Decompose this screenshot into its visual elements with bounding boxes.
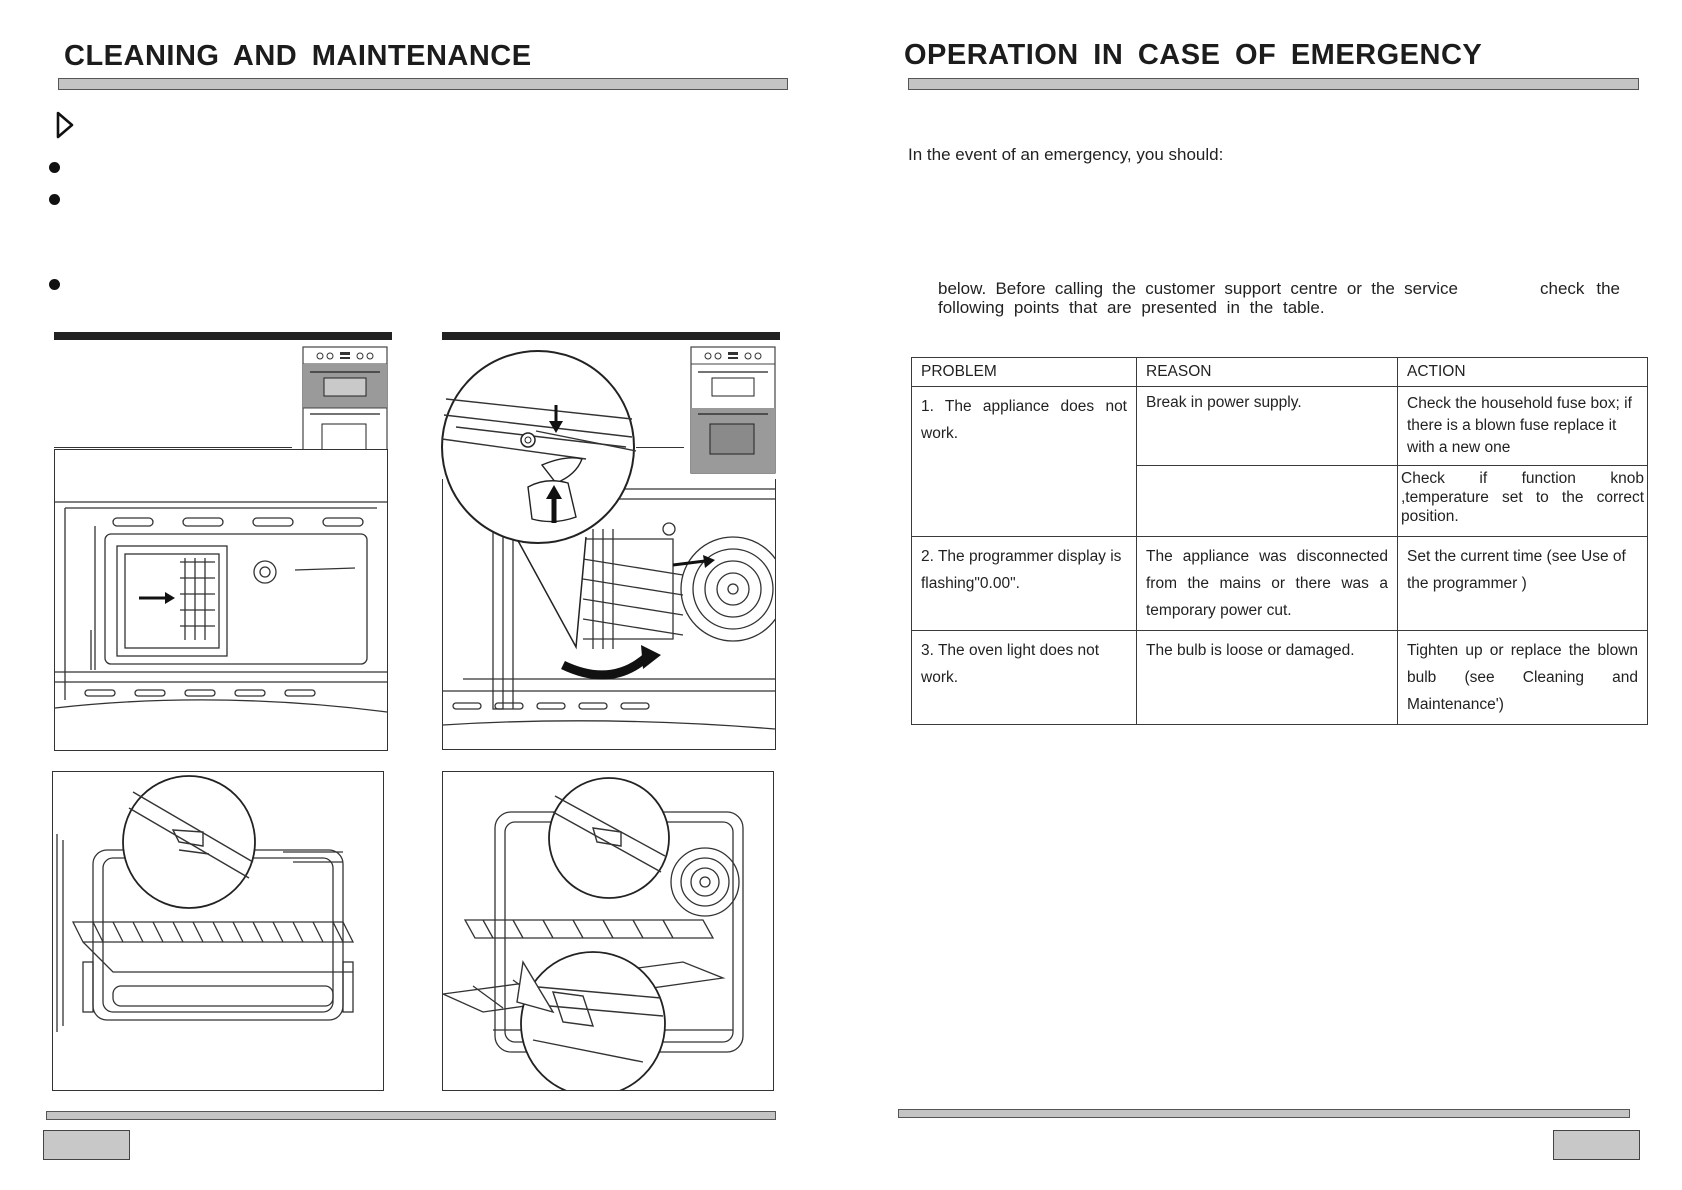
double-oven-lower-icon — [690, 346, 776, 474]
problem-cell: 1. The appliance does not work. — [912, 387, 1137, 537]
action-cell: Set the current time (see Use of the programmer ) — [1398, 537, 1648, 631]
triangle-marker-icon — [56, 111, 74, 139]
header-action: ACTION — [1398, 358, 1648, 387]
note-line-2: following points that are presented in the table. — [938, 298, 1325, 317]
leader-line — [54, 447, 292, 448]
troubleshooting-table-wrap — [911, 357, 1648, 725]
emergency-intro: In the event of an emergency, you should: — [908, 145, 1224, 164]
header-problem: PROBLEM — [912, 358, 1137, 387]
table-row — [912, 537, 1648, 631]
action-cell: Tighten up or replace the blown bulb (see Cleaning and Maintenance') — [1398, 631, 1648, 725]
troubleshooting-table — [911, 357, 1648, 725]
problem-cell: 3. The oven light does not work. — [912, 631, 1137, 725]
reason-cell: The bulb is loose or damaged. — [1137, 631, 1398, 725]
section-bar-left — [54, 332, 392, 340]
right-page-title: OPERATION IN CASE OF EMERGENCY — [904, 39, 1483, 71]
illustration-side-rail-removal — [54, 449, 388, 751]
table-header-row — [912, 358, 1648, 387]
bullet-icon — [49, 279, 60, 290]
left-title-rule — [58, 78, 788, 90]
table-row — [912, 387, 1648, 466]
table-row — [912, 631, 1648, 725]
page-number-box-right — [1553, 1130, 1640, 1160]
problem-cell: 2. The programmer display is flashing"0.00". — [912, 537, 1137, 631]
left-footer-rule — [46, 1111, 776, 1120]
header-reason: REASON — [1137, 358, 1398, 387]
section-bar-right — [442, 332, 780, 340]
illustration-wire-shelf — [52, 771, 384, 1091]
right-footer-rule — [898, 1109, 1630, 1118]
reason-cell: Break in power supply. — [1137, 387, 1398, 466]
action-cell: Check if function knob ,temperature set to the correct position. — [1398, 466, 1648, 537]
bullet-icon — [49, 162, 60, 173]
page-number-box-left — [43, 1130, 130, 1160]
illustration-telescopic-shelves — [442, 771, 774, 1091]
note-line-1: below. Before calling the customer support centre or the service — [938, 279, 1458, 298]
right-title-rule — [908, 78, 1639, 90]
left-page-title: CLEANING AND MAINTENANCE — [64, 40, 532, 72]
reason-cell-empty — [1137, 466, 1398, 537]
bullet-icon — [49, 194, 60, 205]
action-cell: Check the household fuse box; if there is a blown fuse replace it with a new one — [1398, 387, 1648, 466]
magnifier-detail-circle — [436, 347, 656, 667]
reason-cell: The appliance was disconnected from the mains or there was a temporary power cut. — [1137, 537, 1398, 631]
note-gap-word: check the — [1540, 279, 1620, 298]
